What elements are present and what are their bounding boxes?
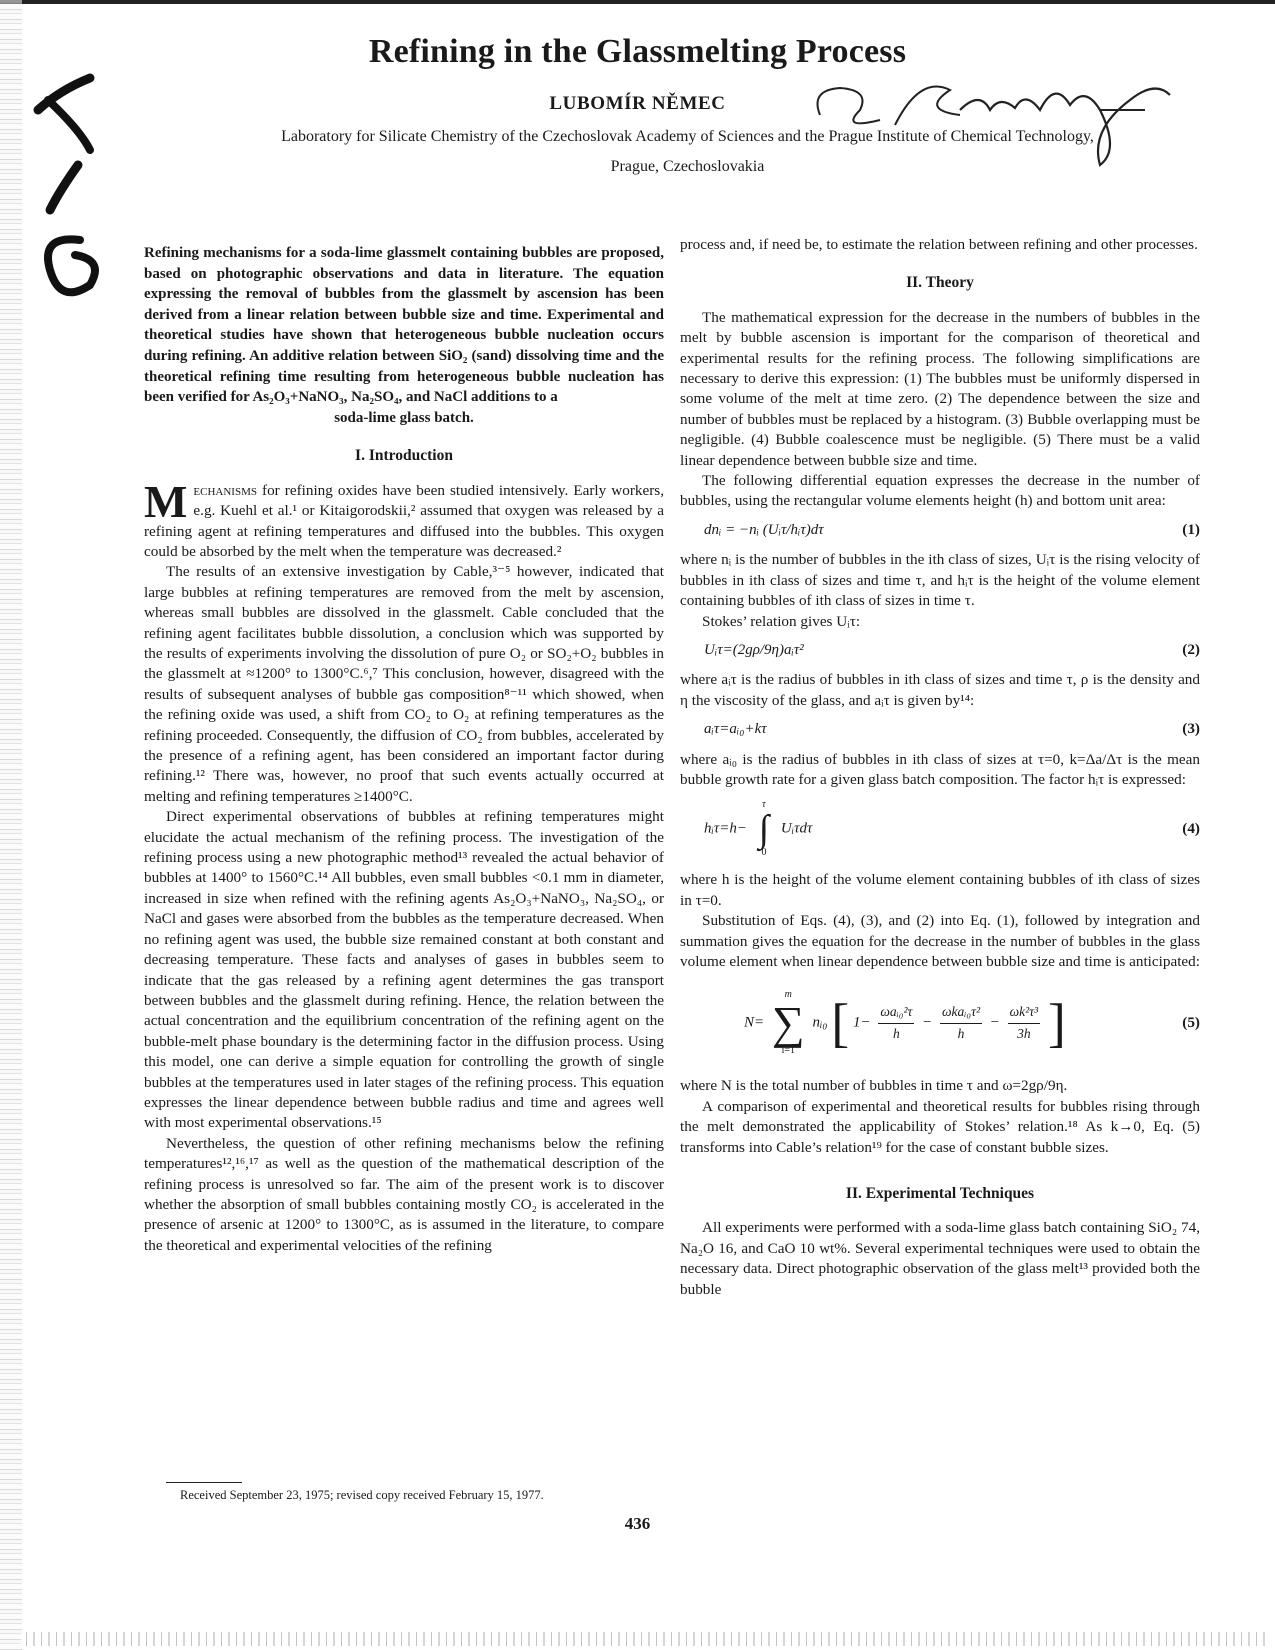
equation-2-number: (2) — [1182, 640, 1200, 658]
theory-paragraph-2: The following differential equation expresses the decrease in the number of bubbles, using the rectangular volume elements height (h) and bottom unit area: — [680, 472, 1200, 510]
equation-3-body: aᵢτ=aᵢ₀+kτ — [704, 721, 767, 738]
intro-paragraph-4: Nevertheless, the question of other refining mechanisms below the refining temperatures¹²,¹⁶,¹⁷ as well as the question of the mathematical description of the refining process is unresolved so far. The aim of the present work is to discover whether the absorption of small bubbles containing mostly CO₂ is accelerated in the presence of arsenic at 1200° to 1300°C, as is assumed in the literature, to compare the theoretical and experimental velocities of the refining — [144, 1134, 664, 1254]
theory-paragraph-9: where N is the total number of bubbles in time τ and ω=2gρ/9η. — [680, 1077, 1068, 1095]
equation-1 — [680, 520, 1200, 540]
author-name: LUBOMÍR NĚMEC — [549, 93, 726, 114]
equation-5 — [680, 980, 1200, 1066]
footnote: Received September 23, 1975; revised copy received February 15, 1977. — [180, 1488, 544, 1502]
section-heading-introduction: I. Introduction — [355, 447, 453, 465]
intro-paragraph-1 — [144, 475, 664, 563]
equation-4-number: (4) — [1182, 820, 1200, 838]
top-border — [0, 0, 1275, 4]
equation-1-number: (1) — [1182, 520, 1200, 538]
affiliation-line-2: Prague, Czechoslovakia — [610, 158, 765, 175]
experimental-paragraph-1: All experiments were performed with a soda-lime glass batch containing SiO₂ 74, Na₂O 16, and CaO 10 wt%. Several experimental techniques were used to obtain the necessary data. Direct photographic observation of the glass melt¹³ provided both the bubble — [680, 1219, 1200, 1298]
minus-sign: − — [922, 1014, 933, 1031]
intro-paragraph-2: The results of an extensive investigation by Cable,³⁻⁵ however, indicated that large bubbles at refining temperatures are removed from the melt by ascension, whereas small bubbles are dissolved in the glassmelt. Cable concluded that the refining agent facilitates bubble dissolution, a conclusion which was supported by the results of experiments involving the dissolution of pure O₂ or SO₂+O₂ bubbles in the glassmelt at ≈1200° to 1300°C.⁶,⁷ This conclusion, however, disagreed with the results of subsequent analyses of bubble gas composition⁸⁻¹¹ which showed, when the refining oxide was used, a shift from CO₂ to O₂ at refining temperatures as the refining proceeded. Consequently, the diffusion of CO₂ from bubbles, accelerated by the presence of a refining agent, has been considered an important factor during refining.¹² There was, however, no proof that such events actually occurred at melting and refining temperatures ≥1400°C. — [144, 563, 664, 805]
integral-upper-limit: τ — [762, 799, 766, 811]
equation-5-number: (5) — [1182, 1014, 1200, 1032]
drop-cap: M — [144, 475, 188, 527]
fraction-2-numerator: ωkaᵢ₀τ² — [940, 1002, 982, 1023]
fraction-3-numerator: ωk²τ³ — [1008, 1002, 1040, 1023]
theory-paragraph-8: Substitution of Eqs. (4), (3), and (2) into Eq. (1), followed by integration and summation gives the equation for the decrease in the number of bubbles in the glass volume element when linear dependence between bubble size and time is anticipated: — [680, 912, 1200, 970]
fraction-3-denominator: 3h — [1017, 1025, 1031, 1041]
integral-symbol: ∫ — [758, 808, 770, 851]
summation — [768, 990, 809, 1056]
equation-5-lhs: N= — [744, 1014, 765, 1031]
integral-lower-limit: 0 — [761, 847, 767, 859]
affiliation-line-1: Laboratory for Silicate Chemistry of the Czechoslovak Academy of Sciences and the Prague Institute of Chemical Technology, — [281, 128, 1094, 145]
fraction-3 — [1008, 1002, 1040, 1044]
abstract — [144, 243, 664, 428]
right-column — [680, 235, 1200, 1300]
theory-paragraph-7: where h is the height of the volume element containing bubbles of ith class of sizes in τ=0. — [680, 871, 1200, 909]
integral-sign — [751, 800, 777, 858]
fraction-1 — [878, 1002, 914, 1044]
footnote-rule — [166, 1482, 242, 1483]
section-heading-experimental: II. Experimental Techniques — [845, 1185, 1035, 1202]
equation-4-body — [704, 800, 812, 858]
equation-4 — [680, 798, 1200, 860]
fraction-1-denominator: h — [893, 1025, 900, 1041]
minus-sign: − — [989, 1014, 1000, 1031]
equation-1-body: dnᵢ = −nᵢ (Uᵢτ/hᵢτ)dτ — [704, 521, 824, 538]
theory-paragraph-4: Stokes’ relation gives Uᵢτ: — [702, 612, 861, 630]
theory-paragraph-6: where aᵢ₀ is the radius of bubbles in ith class of sizes at τ=0, k=Δa/Δτ is the mean bubble growth rate for a given glass batch composition. The factor hᵢτ is expressed: — [680, 750, 1200, 788]
theory-paragraph-1: The mathematical expression for the decrease in the numbers of bubbles in the melt by bubble ascension is important for the comparison of theoretical and experimental results for the refining process. The following simplifications are necessary to derive this expression: (1) The bubbles must be uniformly dispersed in some volume of the melt at time zero. (2) The dependence between the size and number of bubbles must be replaced by a histogram. (3) Bubble overlapping must be negligible. (4) Bubble coalescence must be negligible. (5) There must be a valid linear dependence between bubble size and time. — [680, 308, 1200, 469]
equation-3 — [680, 719, 1200, 739]
scan-edge — [0, 0, 22, 1650]
equation-2-body: Uᵢτ=(2gρ/9η)aᵢτ² — [704, 641, 804, 658]
scan-bottom-edge — [20, 1632, 1265, 1646]
equation-3-number: (3) — [1182, 720, 1200, 738]
summation-upper: m — [784, 989, 792, 1001]
equation-5-one: 1− — [853, 1014, 871, 1031]
affiliation — [160, 122, 1215, 182]
theory-paragraph-10: A comparison of experimental and theoretical results for bubbles rising through the melt demonstrated the applicability of Stokes’ relation.¹⁸ As k→0, Eq. (5) transforms into Cable’s relation¹⁹ for the case of constant bubble sizes. — [680, 1097, 1200, 1156]
intro-smallcaps: echanisms — [193, 481, 257, 499]
summation-lower: i=1 — [781, 1045, 795, 1057]
equation-5-body — [704, 990, 1066, 1056]
right-bracket: ] — [1047, 993, 1066, 1054]
fraction-1-numerator: ωaᵢ₀²τ — [878, 1002, 914, 1023]
abstract-text: Refining mechanisms for a soda-lime glassmelt containing bubbles are proposed, based on photographic observations and data in literature. The equation expressing the removal of bubbles from the glassmelt by ascension has been derived from a linear relation between bubble size and time. Experimental and theoretical studies have shown that heterogeneous bubble nucleation occurs during refining. An additive relation between SiO₂ (sand) dissolving time and the theoretical refining time resulting from heterogeneous bubble nucleation has been verified for As₂O₃+NaNO₃, Na₂SO₄, and NaCl additions to a — [144, 245, 664, 406]
intro-p1-text: for refining oxides have been studied intensively. Early workers, e.g. Kuehl et al.¹ or Kitaigorodskii,² assumed that oxygen was released by a refining agent at refining temperatures and diffused into the bubbles. This oxygen could be absorbed by the melt when the temperature was decreased.² — [144, 481, 664, 560]
theory-paragraph-5: where aᵢτ is the radius of bubbles in ith class of sizes and time τ, ρ is the density and η the viscosity of the glass, and aᵢτ is given by¹⁴: — [680, 671, 1200, 709]
intro-continued: process and, if need be, to estimate the relation between refining and other processes. — [680, 236, 1198, 253]
page-number: 436 — [624, 1514, 651, 1533]
fraction-2-denominator: h — [957, 1025, 965, 1041]
left-column — [144, 243, 664, 1256]
theory-paragraph-3: where nᵢ is the number of bubbles in the ith class of sizes, Uᵢτ is the rising velocity of bubbles in ith class of sizes and time τ, and hᵢτ is the height of the volume element containing bubbles of ith class of sizes in time τ. — [680, 551, 1200, 610]
sigma-symbol: ∑ — [771, 997, 805, 1049]
abstract-last-line: soda-lime glass batch. — [334, 409, 474, 426]
intro-paragraph-3: Direct experimental observations of bubbles at refining temperatures might elucidate the actual mechanism of the refining process. The investigation of the refining process using a new photographic method¹³ revealed the actual behavior of bubbles at 1400° to 1560°C.¹⁴ All bubbles, even small bubbles <0.1 mm in diameter, increased in size when refined with the refining agents As₂O₃+NaNO₃, Na₂SO₄, or NaCl and gases were absorbed from the bubbles as the temperature decreased. When no refining agent was used, the bubble size remained constant at both constant and decreasing temperature. These facts and analyses of gases in bubbles seem to indicate that the gas released by a refining agent determines the gas transport between bubbles and the glassmelt during refining. Hence, the relation between the actual concentration and the equilibrium concentration of the refining agent on the bubble-melt phase boundary is the determining factor in the diffusion process. Using this model, one can derive a simple equation for controlling the growth of single bubbles at the temperatures used in later stages of the refining process. This equation expresses the linear dependence between bubble radius and time and agrees well with most experimental observations.¹⁵ — [144, 808, 664, 1132]
paper-title: Refining in the Glassmelting Process — [368, 33, 907, 70]
section-heading-theory: II. Theory — [906, 274, 974, 292]
equation-4-right: Uᵢτdτ — [780, 820, 813, 837]
fraction-2 — [940, 1002, 982, 1044]
equation-5-ni: nᵢ₀ — [812, 1014, 828, 1031]
left-bracket: [ — [831, 993, 850, 1054]
equation-4-left: hᵢτ=h− — [704, 820, 747, 837]
equation-2 — [680, 640, 1200, 660]
